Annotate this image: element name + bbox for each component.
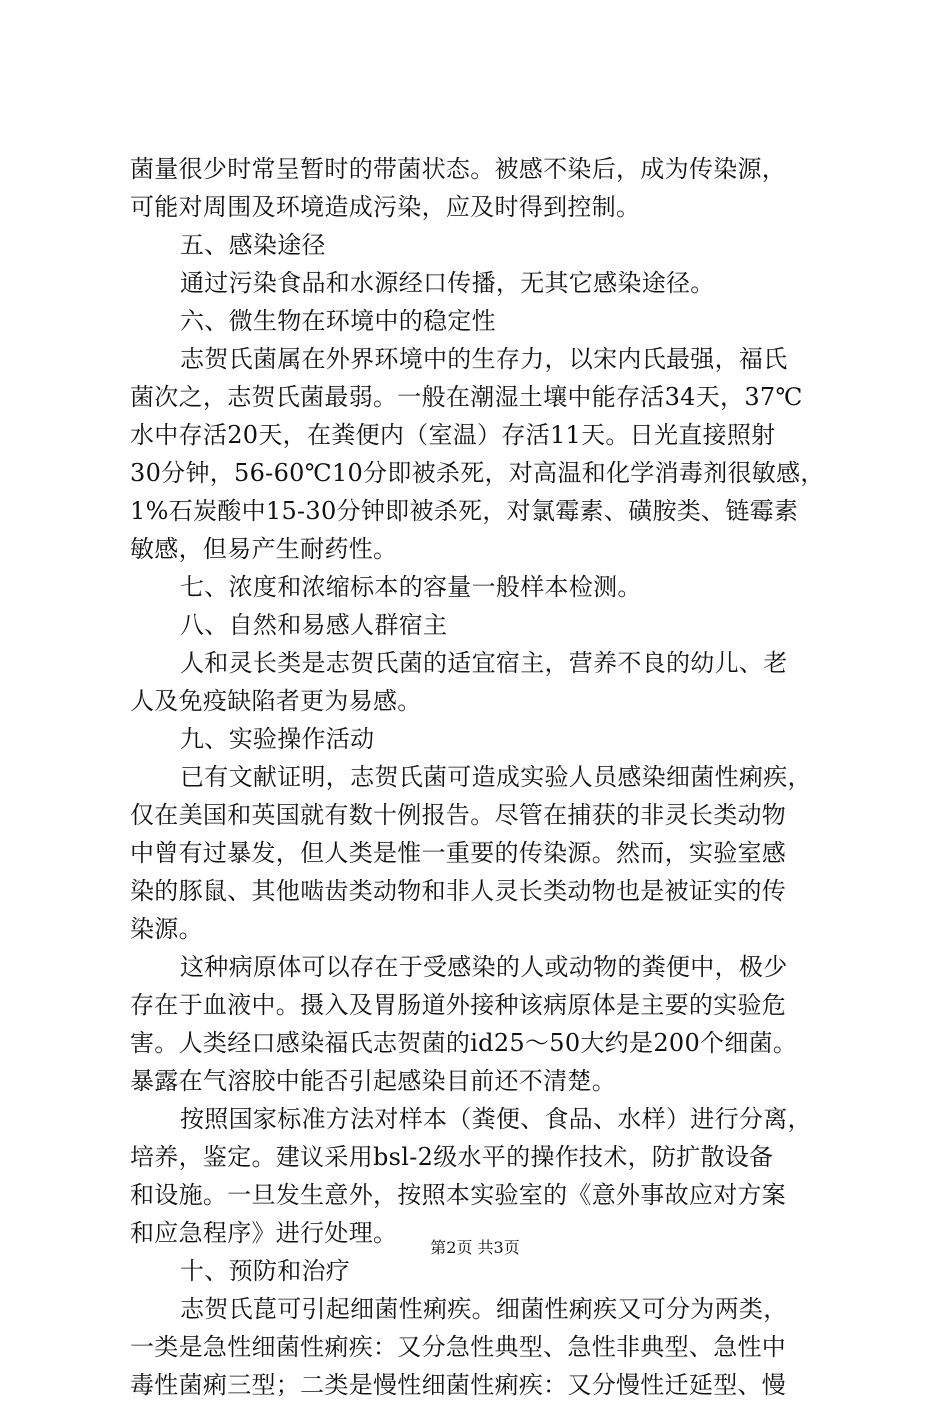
text-line: 敏感，但易产生耐药性。 <box>130 535 398 563</box>
text-line: 九、实验操作活动 <box>180 725 375 753</box>
text-line: 人及免疫缺陷者更为易感。 <box>130 687 422 715</box>
text-line: 水中存活20天，在粪便内（室温）存活11天。日光直接照射 <box>130 421 776 449</box>
text-line: 毒性菌痢三型；二类是慢性细菌性痢疾：又分慢性迁延型、慢 <box>130 1371 787 1399</box>
text-line: 存在于血液中。摄入及胃肠道外接种该病原体是主要的实验危 <box>130 991 787 1019</box>
text-line: 可能对周围及环境造成污染，应及时得到控制。 <box>130 193 641 221</box>
text-line: 仅在美国和英国就有数十例报告。尽管在捕获的非灵长类动物 <box>130 801 787 829</box>
text-line: 八、自然和易感人群宿主 <box>180 611 448 639</box>
text-line: 按照国家标准方法对样本（粪便、食品、水样）进行分离， <box>180 1105 812 1133</box>
text-line: 人和灵长类是志贺氏菌的适宜宿主，营养不良的幼儿、老 <box>180 649 788 677</box>
page-footer: 第2页 共3页 <box>430 1238 520 1257</box>
text-line: 菌次之，志贺氏菌最弱。一般在潮湿土壤中能存活34天，37℃ <box>130 383 803 411</box>
text-line: 和应急程序》进行处理。 <box>130 1219 398 1247</box>
text-line: 五、感染途径 <box>180 231 326 259</box>
text-line: 30分钟，56-60℃10分即被杀死，对高温和化学消毒剂很敏感， <box>130 459 825 487</box>
text-line: 一类是急性细菌性痢疾：又分急性典型、急性非典型、急性中 <box>130 1333 787 1361</box>
text-line: 暴露在气溶胶中能否引起感染目前还不清楚。 <box>130 1067 616 1095</box>
text-line: 1%石炭酸中15-30分钟即被杀死，对氯霉素、磺胺类、链霉素 <box>130 497 799 525</box>
text-line: 染的豚鼠、其他啮齿类动物和非人灵长类动物也是被证实的传 <box>130 877 787 905</box>
text-line: 中曾有过暴发，但人类是惟一重要的传染源。然而，实验室感 <box>130 839 787 867</box>
text-line: 染源。 <box>130 915 203 943</box>
text-line: 志贺氏菎可引起细菌性痢疾。细菌性痢疾又可分为两类， <box>180 1295 788 1323</box>
text-line: 七、浓度和浓缩标本的容量一般样本检测。 <box>180 573 642 601</box>
document-body <box>130 150 850 1404</box>
text-line: 菌量很少时常呈暂时的带菌状态。被感不染后，成为传染源， <box>130 155 787 183</box>
text-line: 志贺氏菌属在外界环境中的生存力，以宋内氏最强，福氏 <box>180 345 788 373</box>
text-line: 害。人类经口感染福氏志贺菌的id25～50大约是200个细菌。 <box>130 1029 798 1057</box>
text-line: 和设施。一旦发生意外，按照本实验室的《意外事故应对方案 <box>130 1181 787 1209</box>
text-line: 六、微生物在环境中的稳定性 <box>180 307 496 335</box>
text-line: 通过污染食品和水源经口传播，无其它感染途径。 <box>180 269 715 297</box>
text-line: 已有文献证明，志贺氏菌可造成实验人员感染细菌性痢疾， <box>180 763 812 791</box>
text-line: 培养，鉴定。建议采用bsl-2级水平的操作技术，防扩散设备 <box>130 1143 774 1171</box>
text-line: 十、预防和治疗 <box>180 1257 351 1285</box>
text-line: 这种病原体可以存在于受感染的人或动物的粪便中，极少 <box>180 953 788 981</box>
